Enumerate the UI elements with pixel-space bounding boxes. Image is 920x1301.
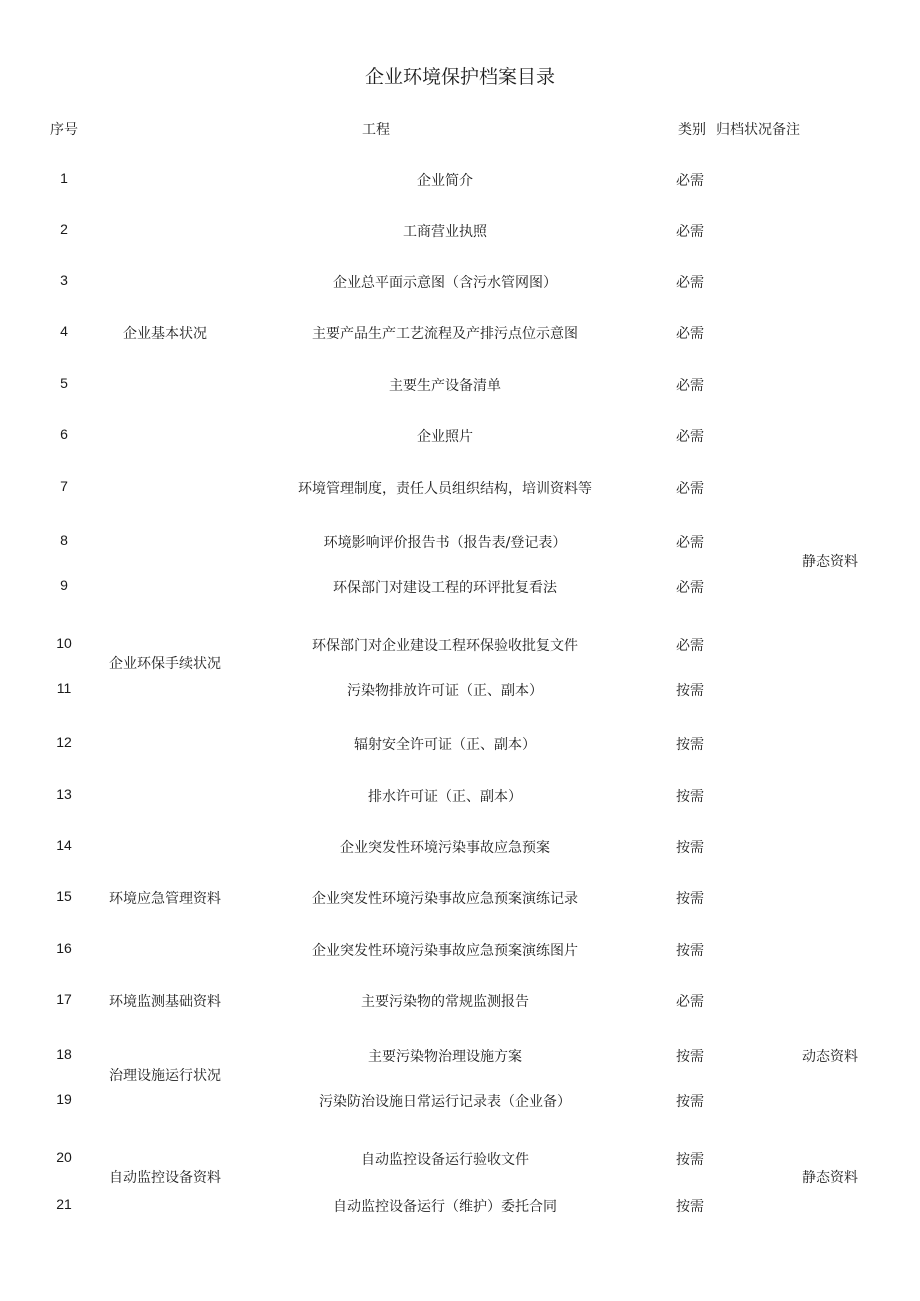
header-project: 工程	[362, 122, 390, 138]
row-number: 9	[60, 577, 68, 593]
row-number: 10	[56, 635, 72, 651]
row-category: 按需	[676, 840, 704, 856]
row-item: 环境管理制度，责任人员组织结构，培训资料等	[298, 481, 592, 497]
row-number: 15	[56, 888, 72, 904]
row-category: 按需	[676, 943, 704, 959]
group-label: 自动监控设备资料	[109, 1170, 221, 1186]
row-item: 污染物排放许可证（正、副本）	[347, 683, 543, 699]
group-label: 企业环保手续状况	[109, 656, 221, 672]
row-item: 工商营业执照	[403, 224, 487, 240]
row-number: 14	[56, 837, 72, 853]
archive-note: 静态资料	[802, 554, 858, 570]
row-item: 主要生产设备清单	[389, 378, 501, 394]
group-label: 环境应急管理资料	[109, 891, 221, 907]
group-label: 治理设施运行状况	[109, 1068, 221, 1084]
row-item: 污染防治设施日常运行记录表（企业备）	[319, 1094, 571, 1110]
header-archive-notes: 归档状况备注	[716, 122, 800, 138]
row-category: 按需	[676, 1094, 704, 1110]
row-category: 必需	[676, 224, 704, 240]
row-item: 主要污染物治理设施方案	[368, 1049, 522, 1065]
row-number: 11	[56, 680, 72, 696]
row-item: 自动监控设备运行验收文件	[361, 1152, 529, 1168]
archive-note: 动态资料	[802, 1049, 858, 1065]
row-item: 企业突发性环境污染事故应急预案	[340, 840, 550, 856]
row-category: 按需	[676, 683, 704, 699]
row-item: 企业总平面示意图（含污水管网图）	[333, 275, 557, 291]
row-number: 2	[60, 221, 68, 237]
row-item: 环保部门对建设工程的环评批复看法	[333, 580, 557, 596]
row-category: 必需	[676, 173, 704, 189]
row-number: 19	[56, 1091, 72, 1107]
row-item: 环保部门对企业建设工程环保验收批复文件	[312, 638, 578, 654]
row-number: 3	[60, 272, 68, 288]
row-category: 必需	[676, 326, 704, 342]
row-item: 主要产品生产工艺流程及产排污点位示意图	[312, 326, 578, 342]
row-item: 企业简介	[417, 173, 473, 189]
row-number: 20	[56, 1149, 72, 1165]
row-number: 5	[60, 375, 68, 391]
row-item: 主要污染物的常规监测报告	[361, 994, 529, 1010]
row-item: 企业突发性环境污染事故应急预案演练记录	[312, 891, 578, 907]
group-label: 环境监测基础资料	[109, 994, 221, 1010]
row-number: 18	[56, 1046, 72, 1062]
row-number: 6	[60, 426, 68, 442]
row-item: 排水许可证（正、副本）	[368, 789, 522, 805]
row-category: 必需	[676, 638, 704, 654]
page-title: 企业环境保护档案目录	[364, 66, 555, 88]
row-number: 17	[56, 991, 72, 1007]
row-category: 必需	[676, 535, 704, 551]
row-category: 必需	[676, 378, 704, 394]
row-item: 自动监控设备运行（维护）委托合同	[333, 1199, 557, 1215]
row-item: 环境影响评价报告书（报告表/登记表）	[323, 535, 567, 551]
row-number: 12	[56, 734, 72, 750]
row-category: 按需	[676, 789, 704, 805]
row-item: 企业照片	[417, 429, 473, 445]
group-label: 企业基本状况	[123, 326, 207, 342]
row-item: 企业突发性环境污染事故应急预案演练图片	[312, 943, 578, 959]
row-number: 1	[60, 170, 68, 186]
row-number: 4	[60, 323, 68, 339]
row-category: 必需	[676, 994, 704, 1010]
row-category: 按需	[676, 1199, 704, 1215]
row-category: 必需	[676, 275, 704, 291]
row-number: 7	[60, 478, 68, 494]
row-category: 必需	[676, 580, 704, 596]
row-category: 按需	[676, 891, 704, 907]
header-no: 序号	[50, 122, 78, 138]
archive-note: 静态资料	[802, 1170, 858, 1186]
row-number: 16	[56, 940, 72, 956]
row-number: 13	[56, 786, 72, 802]
row-category: 按需	[676, 737, 704, 753]
header-category: 类别	[678, 122, 706, 138]
row-number: 21	[56, 1196, 72, 1212]
row-category: 按需	[676, 1049, 704, 1065]
row-category: 必需	[676, 429, 704, 445]
row-category: 按需	[676, 1152, 704, 1168]
row-item: 辐射安全许可证（正、副本）	[354, 737, 536, 753]
row-number: 8	[60, 532, 68, 548]
row-category: 必需	[676, 481, 704, 497]
